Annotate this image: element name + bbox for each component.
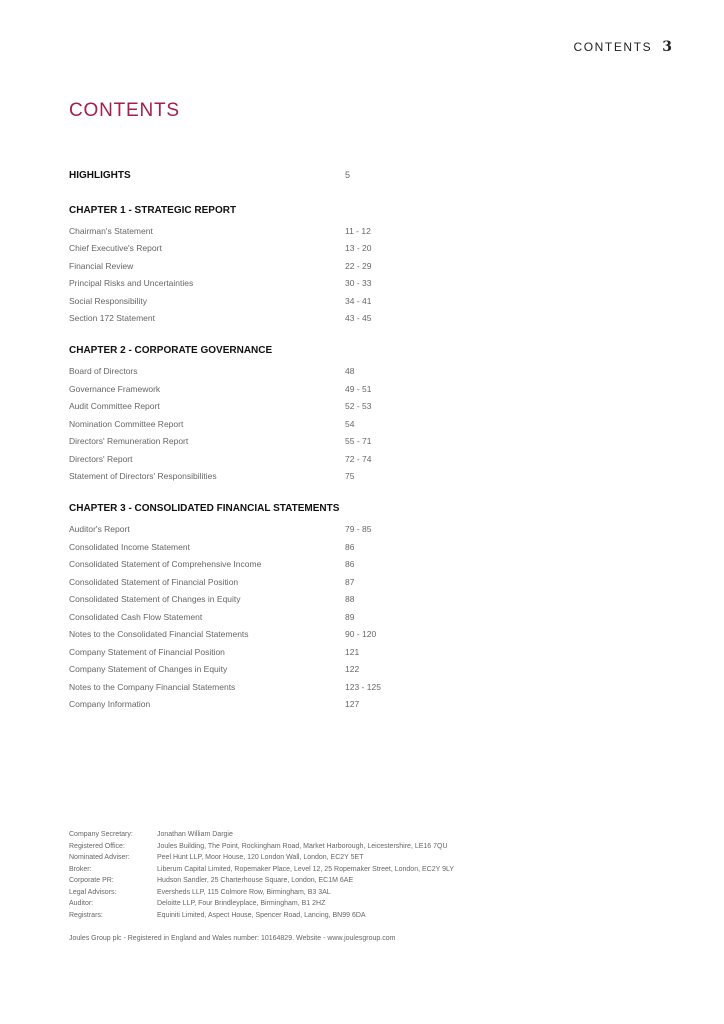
toc-entry-label: Consolidated Income Statement bbox=[69, 541, 190, 552]
toc-entry-pages: 86 bbox=[345, 559, 355, 570]
chapter-heading bbox=[69, 205, 429, 223]
toc-entry[interactable] bbox=[69, 608, 429, 626]
toc-entry-label: Auditor's Report bbox=[69, 524, 130, 535]
toc-chapter-1 bbox=[69, 205, 429, 328]
toc-entry[interactable] bbox=[69, 538, 429, 556]
toc-entry-pages: 72 - 74 bbox=[345, 453, 372, 464]
running-header bbox=[573, 39, 672, 55]
toc-entry[interactable] bbox=[69, 556, 429, 574]
toc-entry[interactable] bbox=[69, 450, 429, 468]
toc-entry-pages: 87 bbox=[345, 576, 355, 587]
toc-entry-label: Company Statement of Financial Position bbox=[69, 646, 225, 657]
info-key: Company Secretary: bbox=[69, 831, 133, 839]
toc-entry[interactable] bbox=[69, 415, 429, 433]
toc-entry-pages: 54 bbox=[345, 418, 355, 429]
info-value: Hudson Sandler, 25 Charterhouse Square, London, EC1M 6AE bbox=[157, 877, 354, 885]
toc-entry-label: Financial Review bbox=[69, 260, 134, 271]
toc-entry-label: Statement of Directors' Responsibilities bbox=[69, 471, 217, 482]
info-row bbox=[69, 875, 454, 887]
info-value: Peel Hunt LLP, Moor House, 120 London Wall, London, EC2Y 5ET bbox=[157, 854, 364, 862]
chapter-heading bbox=[69, 345, 429, 363]
toc-entry-pages: 89 bbox=[345, 611, 355, 622]
toc-highlights bbox=[69, 170, 429, 188]
chapter-title: CHAPTER 3 - CONSOLIDATED FINANCIAL STATEMENTS bbox=[69, 503, 340, 514]
info-row bbox=[69, 829, 454, 841]
toc-entry-label: Consolidated Statement of Financial Position bbox=[69, 576, 239, 587]
info-row bbox=[69, 898, 454, 910]
toc-entry-label: Board of Directors bbox=[69, 366, 138, 377]
toc-entry-pages: 121 bbox=[345, 646, 360, 657]
toc-entry[interactable] bbox=[69, 275, 429, 293]
toc-entry-label: Directors' Remuneration Report bbox=[69, 436, 189, 447]
info-value: Deloitte LLP, Four Brindleyplace, Birmingham, B1 2HZ bbox=[157, 900, 326, 908]
info-row bbox=[69, 841, 454, 853]
toc-entry[interactable] bbox=[69, 661, 429, 679]
toc-entry-label: Notes to the Consolidated Financial Statements bbox=[69, 629, 249, 640]
toc-entry[interactable] bbox=[69, 521, 429, 539]
toc-entry[interactable] bbox=[69, 573, 429, 591]
toc-entry-label: Social Responsibility bbox=[69, 295, 147, 306]
toc-entry[interactable] bbox=[69, 240, 429, 258]
toc-heading-highlights[interactable] bbox=[69, 170, 429, 188]
info-key: Corporate PR: bbox=[69, 877, 114, 885]
toc-entry-pages: 11 - 12 bbox=[345, 225, 371, 236]
toc-entry-pages: 90 - 120 bbox=[345, 629, 377, 640]
info-value: Jonathan William Dargie bbox=[157, 831, 233, 839]
info-row bbox=[69, 852, 454, 864]
toc-entry-pages: 88 bbox=[345, 594, 355, 605]
info-value: Joules Building, The Point, Rockingham Road, Market Harborough, Leicestershire, LE16 7QU bbox=[157, 842, 448, 850]
toc-entry-pages: 127 bbox=[345, 699, 360, 710]
info-key: Registrars: bbox=[69, 911, 103, 919]
toc-entry-pages: 13 - 20 bbox=[345, 243, 372, 254]
chapter-title: CHAPTER 1 - STRATEGIC REPORT bbox=[69, 204, 237, 216]
toc-entry-pages: 123 - 125 bbox=[345, 681, 381, 692]
toc-entry-label: Principal Risks and Uncertainties bbox=[69, 278, 194, 289]
toc-entry-label: Audit Committee Report bbox=[69, 401, 160, 412]
table-of-contents bbox=[69, 170, 429, 731]
toc-entry-label: Chief Executive's Report bbox=[69, 243, 162, 254]
toc-entry[interactable] bbox=[69, 591, 429, 609]
toc-entry-pages: 48 bbox=[345, 366, 355, 377]
info-value: Liberum Capital Limited, Ropemaker Place, Level 12, 25 Ropemaker Street, London, EC2Y 9LY bbox=[157, 865, 455, 873]
toc-entry-pages: 43 - 45 bbox=[345, 313, 372, 324]
toc-entry[interactable] bbox=[69, 363, 429, 381]
toc-entry-pages: 79 - 85 bbox=[345, 524, 372, 535]
toc-entry-label: Consolidated Cash Flow Statement bbox=[69, 611, 203, 622]
info-value: Eversheds LLP, 115 Colmore Row, Birmingham, B3 3AL bbox=[157, 888, 331, 896]
info-value: Equiniti Limited, Aspect House, Spencer Road, Lancing, BN99 6DA bbox=[157, 911, 366, 919]
toc-entry-label: Chairman's Statement bbox=[69, 225, 153, 236]
info-row bbox=[69, 864, 454, 876]
toc-entry-pages: 122 bbox=[345, 664, 360, 675]
company-information bbox=[69, 829, 454, 921]
toc-entry[interactable] bbox=[69, 310, 429, 328]
toc-entry-pages: 30 - 33 bbox=[345, 278, 372, 289]
toc-entry-label: Nomination Committee Report bbox=[69, 418, 184, 429]
info-row bbox=[69, 887, 454, 899]
info-key: Registered Office: bbox=[69, 842, 125, 850]
info-key: Auditor: bbox=[69, 900, 94, 908]
page-number: 3 bbox=[662, 39, 672, 55]
toc-chapter-3 bbox=[69, 503, 429, 713]
toc-entry[interactable] bbox=[69, 257, 429, 275]
toc-entry-label: Section 172 Statement bbox=[69, 313, 156, 324]
toc-heading-pages: 5 bbox=[345, 170, 351, 180]
info-key: Broker: bbox=[69, 865, 92, 873]
toc-entry-label: Directors' Report bbox=[69, 453, 133, 464]
toc-entry-pages: 22 - 29 bbox=[345, 260, 372, 271]
footer-registration: Joules Group plc - Registered in England and Wales number: 10164829. Website - www.joulesgroup.com bbox=[69, 935, 396, 942]
chapter-heading bbox=[69, 503, 429, 521]
header-label: CONTENTS bbox=[573, 40, 653, 54]
info-row bbox=[69, 910, 454, 922]
toc-entry[interactable] bbox=[69, 433, 429, 451]
toc-entry[interactable] bbox=[69, 678, 429, 696]
toc-entry-label: Consolidated Statement of Changes in Equity bbox=[69, 594, 241, 605]
toc-entry-pages: 34 - 41 bbox=[345, 295, 372, 306]
toc-entry-label: Company Information bbox=[69, 699, 151, 710]
info-key: Nominated Adviser: bbox=[69, 854, 130, 862]
toc-chapters bbox=[69, 205, 429, 714]
toc-entry-pages: 86 bbox=[345, 541, 355, 552]
toc-entry[interactable] bbox=[69, 398, 429, 416]
toc-entry[interactable] bbox=[69, 696, 429, 714]
toc-chapter-2 bbox=[69, 345, 429, 485]
toc-entry-pages: 52 - 53 bbox=[345, 401, 372, 412]
toc-entry-label: Governance Framework bbox=[69, 383, 161, 394]
info-key: Legal Advisors: bbox=[69, 888, 117, 896]
toc-entry[interactable] bbox=[69, 222, 429, 240]
toc-entry-pages: 49 - 51 bbox=[345, 383, 372, 394]
toc-entry[interactable] bbox=[69, 643, 429, 661]
toc-entry[interactable] bbox=[69, 380, 429, 398]
toc-entry-label: Consolidated Statement of Comprehensive Income bbox=[69, 559, 262, 570]
toc-entry[interactable] bbox=[69, 626, 429, 644]
toc-entry-label: Company Statement of Changes in Equity bbox=[69, 664, 228, 675]
toc-entry[interactable] bbox=[69, 292, 429, 310]
chapter-title: CHAPTER 2 - CORPORATE GOVERNANCE bbox=[69, 345, 273, 356]
toc-entry-pages: 75 bbox=[345, 471, 355, 482]
toc-heading-title: HIGHLIGHTS bbox=[69, 170, 131, 181]
toc-entry[interactable] bbox=[69, 468, 429, 486]
page-title: CONTENTS bbox=[69, 100, 180, 121]
toc-entry-pages: 55 - 71 bbox=[345, 436, 372, 447]
toc-entry-label: Notes to the Company Financial Statements bbox=[69, 681, 236, 692]
